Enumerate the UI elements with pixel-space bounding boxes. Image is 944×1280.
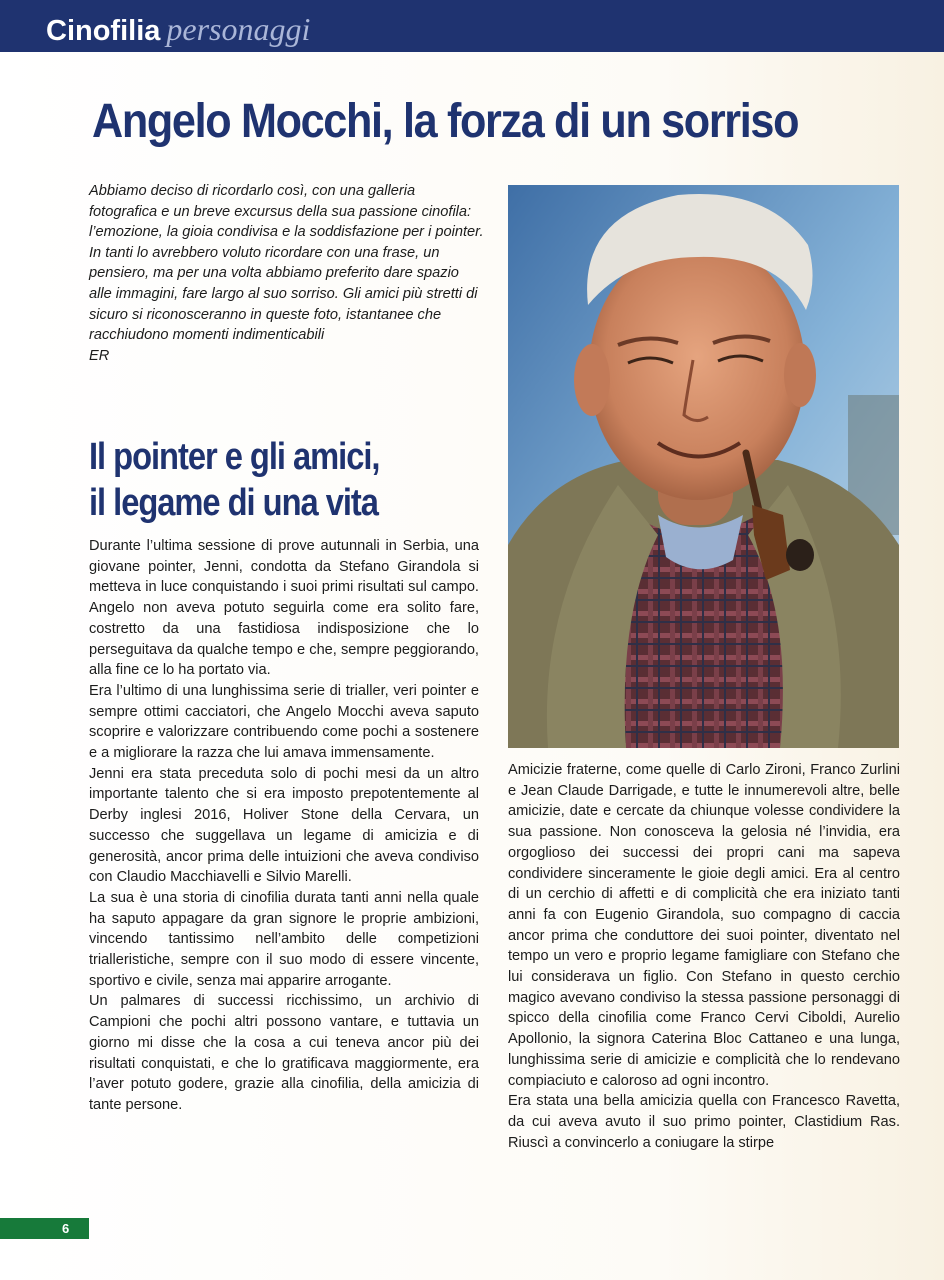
article-title: Angelo Mocchi, la forza di un sorriso (92, 95, 799, 148)
section-name: Cinofilia (46, 15, 161, 47)
body-paragraph: Era l’ultimo di una lunghissima serie di trialler, veri pointer e sempre ottimi cacciatori, che Angelo Mocchi aveva saputo scoprire e valorizzare contribuendo come pochi a sostenere e a migliorare la razza che lui amava immensamente. (89, 682, 479, 762)
body-paragraph: Durante l’ultima sessione di prove autunnali in Serbia, una giovane pointer, Jenni, condotta da Stefano Girandola si metteva in luce conquistando i suoi primi risultati sul campo. Angelo non aveva potuto seguirla come era solito fare, costretto da una fastidiosa indisposizione che lo perseguitava da qualche tempo e che, sempre peggiorando, alla fine ce lo ha portato via. (89, 538, 479, 679)
intro-paragraph: In tanti lo avrebbero voluto ricordare con una frase, un pensiero, ma per una volta abbiamo preferito dare spazio alle immagini, fare largo al suo sorriso. Gli amici più stretti di sicuro si riconosceranno in queste foto, istantanee che racchiudono momenti indimenticabili (89, 244, 478, 344)
intro-signature: ER (89, 347, 110, 364)
intro-paragraph: Abbiamo deciso di ricordarlo così, con una galleria fotografica e un breve excursus della sua passione cinofila: l’emozione, la gioia condivisa e la soddisfazione per i pointer. (89, 183, 484, 241)
subhead-line-2: il legame di una vita (89, 482, 378, 524)
body-paragraph: Amicizie fraterne, come quelle di Carlo Zironi, Franco Zurlini e Jean Claude Darrigade, e tutte le innumerevoli altre, belle amicizie, date e cercate da chiunque volesse condividere la sua passione. Non conosceva la gelosia né l’invidia, era orgoglioso dei successi dei propri cani ma sapeva condividere sinceramente le gioie degli amici. Era al centro di un cerchio di affetti e di complicità che era iniziato tanti anni fa con Eugenio Girandola, suo compagno di caccia ancor prima che conduttore dei suoi pointer, diventato nel tempo un vero e proprio legame famigliare con Stefano che lui considerava un figlio. Con Stefano in questo cerchio magico avevano condiviso la stessa passione personaggi di spicco della cinofilia come Franco Cervi Ciboldi, Aurelio Apollonio, la signora Caterina Bloc Cattaneo e una lunga, lunghissima serie di amicizie e complicità che lo rendevano compiaciuto e caloroso ad ogni incontro. (508, 762, 900, 1089)
page-number-tab (0, 1218, 89, 1239)
section-title (46, 12, 310, 53)
article-subhead (89, 434, 379, 526)
body-paragraph: Jenni era stata preceduta solo di pochi mesi da un altro importante talento che si era imposto prepotentemente al Derby inglesi 2016, Holiver Stone della Cervara, un successo che suggellava un legame di amicizia e di generosità, ancor prima delle intuizioni che aveva condiviso con Claudio Macchiavelli e Silvio Marelli. (89, 765, 479, 886)
body-paragraph: Era stata una bella amicizia quella con Francesco Ravetta, da cui aveva avuto il suo primo pointer, Clastidium Ras. Riuscì a convincerlo a coniugare la stirpe (508, 1093, 900, 1151)
subsection-name: personaggi (166, 11, 311, 47)
page-number: 6 (62, 1221, 70, 1236)
portrait-photo (508, 185, 899, 748)
subhead-line-1: Il pointer e gli amici, (89, 436, 380, 478)
body-column-right (508, 760, 900, 1153)
body-paragraph: Un palmares di successi ricchissimo, un archivio di Campioni che pochi altri possono vantare, e tuttavia un giorno mi disse che la cosa a cui teneva ancor più dei risultati conquistati, e che lo gratificava maggiormente, era l’aver potuto godere, grazie alla cinofilia, della amicizia di tante persone. (89, 993, 479, 1113)
body-column-left (89, 536, 479, 1116)
body-paragraph: La sua è una storia di cinofilia durata tanti anni nella quale ha saputo appagare da gran signore le proprie ambizioni, vincendo tantissimo nell’ambito delle competizioni trialleristiche, sempre con il suo modo di essere vincente, sportivo e civile, senza mai apparire arrogante. (89, 889, 479, 989)
article-intro (89, 181, 484, 366)
